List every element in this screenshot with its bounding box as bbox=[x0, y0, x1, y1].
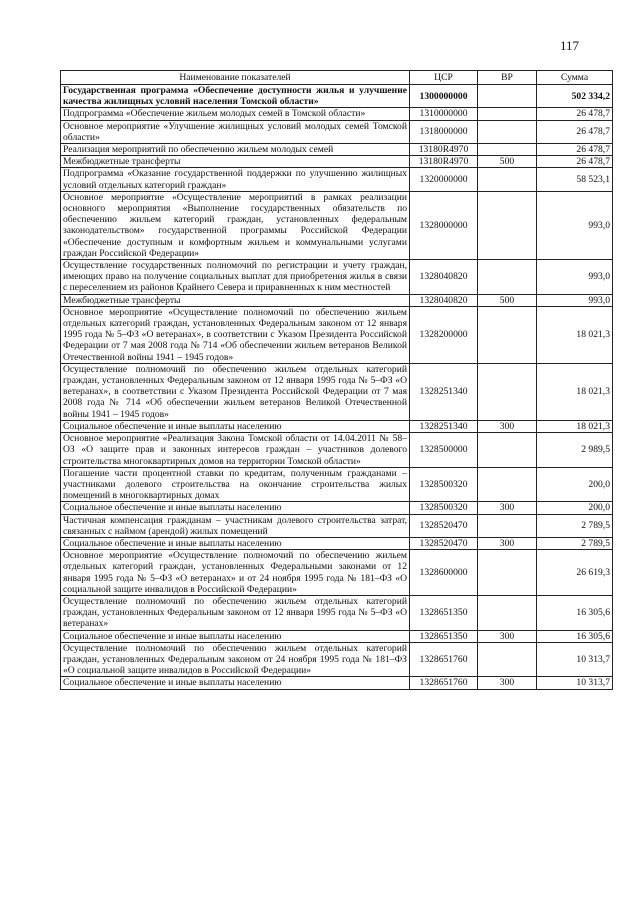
row-vr bbox=[478, 144, 537, 156]
table-row bbox=[61, 85, 613, 108]
table-row bbox=[61, 108, 613, 120]
row-csr: 1328651350 bbox=[410, 595, 478, 630]
row-vr bbox=[478, 595, 537, 630]
row-csr: 1300000000 bbox=[410, 85, 478, 108]
row-csr: 1328651760 bbox=[410, 677, 478, 689]
table-row bbox=[61, 168, 613, 191]
row-csr: 1328000000 bbox=[410, 191, 478, 259]
table-row bbox=[61, 467, 613, 502]
row-name: Реализация мероприятий по обеспечению жильем молодых семей bbox=[61, 144, 410, 156]
row-vr bbox=[478, 260, 537, 295]
table-row bbox=[61, 420, 613, 432]
row-name: Социальное обеспечение и иные выплаты населению bbox=[61, 677, 410, 689]
row-vr: 300 bbox=[478, 630, 537, 642]
row-sum: 58 523,1 bbox=[537, 168, 613, 191]
row-sum: 10 313,7 bbox=[537, 642, 613, 677]
table-row bbox=[61, 306, 613, 363]
row-vr bbox=[478, 433, 537, 468]
row-vr bbox=[478, 191, 537, 259]
row-vr bbox=[478, 306, 537, 363]
row-sum: 26 478,7 bbox=[537, 156, 613, 168]
table-row bbox=[61, 294, 613, 306]
row-sum: 26 478,7 bbox=[537, 120, 613, 143]
row-csr: 1328651760 bbox=[410, 642, 478, 677]
row-vr bbox=[478, 550, 537, 596]
row-name: Государственная программа «Обеспечение доступности жилья и улучшение качества жилищных условий населения Томской области» bbox=[61, 85, 410, 108]
row-name: Социальное обеспечение и иные выплаты населению bbox=[61, 630, 410, 642]
row-name: Подпрограмма «Оказание государственной поддержки по улучшению жилищных условий отдельных категорий граждан» bbox=[61, 168, 410, 191]
row-vr: 300 bbox=[478, 420, 537, 432]
row-vr: 500 bbox=[478, 294, 537, 306]
row-name: Социальное обеспечение и иные выплаты населению bbox=[61, 420, 410, 432]
row-sum: 993,0 bbox=[537, 191, 613, 259]
row-vr bbox=[478, 467, 537, 502]
row-name: Частичная компенсация гражданам – участникам долевого строительства затрат, связанных с наймом (арендой) жилых помещений bbox=[61, 514, 410, 537]
table-row bbox=[61, 595, 613, 630]
header-csr: ЦСР bbox=[410, 71, 478, 85]
row-vr bbox=[478, 363, 537, 420]
table-row bbox=[61, 120, 613, 143]
header-sum: Сумма bbox=[537, 71, 613, 85]
row-csr: 1328251340 bbox=[410, 420, 478, 432]
row-csr: 1328500320 bbox=[410, 467, 478, 502]
header-vr: ВР bbox=[478, 71, 537, 85]
row-sum: 18 021,3 bbox=[537, 363, 613, 420]
row-vr bbox=[478, 120, 537, 143]
row-vr: 300 bbox=[478, 677, 537, 689]
row-vr bbox=[478, 514, 537, 537]
row-name: Основное мероприятие «Осуществление полномочий по обеспечению жильем отдельных категорий граждан, установленных Федеральным законом от 12 января 1995 года № 5–ФЗ «О ветеранах», в соответствии с Указом Президента Российской Федерации от 7 мая 2008 года № 714 «Об обеспечении жильем ветеранов Великой Отечественной войны 1941 – 1945 годов» bbox=[61, 306, 410, 363]
row-csr: 1328600000 bbox=[410, 550, 478, 596]
row-vr: 500 bbox=[478, 156, 537, 168]
table-row bbox=[61, 156, 613, 168]
row-csr: 1328651350 bbox=[410, 630, 478, 642]
table-row bbox=[61, 642, 613, 677]
row-sum: 993,0 bbox=[537, 294, 613, 306]
row-sum: 10 313,7 bbox=[537, 677, 613, 689]
table-row bbox=[61, 550, 613, 596]
row-sum: 200,0 bbox=[537, 502, 613, 514]
row-csr: 1318000000 bbox=[410, 120, 478, 143]
table-row bbox=[61, 502, 613, 514]
row-name: Осуществление полномочий по обеспечению жильем отдельных категорий граждан, установленных Федеральным законом от 24 ноября 1995 года № 181–ФЗ «О социальной защите инвалидов в Российской Федерации» bbox=[61, 642, 410, 677]
row-name: Погашение части процентной ставки по кредитам, полученным гражданами – участниками долевого строительства на окончание строительства жилых помещений в многоквартирных домах bbox=[61, 467, 410, 502]
row-name: Основное мероприятие «Реализация Закона Томской области от 14.04.2011 № 58–ОЗ «О защите прав и законных интересов граждан – участников долевого строительства многоквартирных домов на территории Томской области» bbox=[61, 433, 410, 468]
row-vr: 300 bbox=[478, 537, 537, 549]
row-csr: 1328251340 bbox=[410, 363, 478, 420]
row-vr bbox=[478, 108, 537, 120]
row-csr: 1328520470 bbox=[410, 514, 478, 537]
row-csr: 1328040820 bbox=[410, 294, 478, 306]
table-row bbox=[61, 630, 613, 642]
row-name: Основное мероприятие «Улучшение жилищных условий молодых семей Томской области» bbox=[61, 120, 410, 143]
header-name: Наименование показателей bbox=[61, 71, 410, 85]
row-csr: 1328200000 bbox=[410, 306, 478, 363]
row-name: Подпрограмма «Обеспечение жильем молодых семей в Томской области» bbox=[61, 108, 410, 120]
row-csr: 13180R4970 bbox=[410, 156, 478, 168]
row-csr: 1328040820 bbox=[410, 260, 478, 295]
row-csr: 1328520470 bbox=[410, 537, 478, 549]
row-name: Основное мероприятие «Осуществление полномочий по обеспечению жильем отдельных категорий граждан, установленных Федеральными законами от 12 января 1995 года № 5–ФЗ «О ветеранах» и от 24 ноября 1995 года № 181–ФЗ «О социальной защите инвалидов в Российской Федерации» bbox=[61, 550, 410, 596]
row-vr bbox=[478, 85, 537, 108]
table-row bbox=[61, 677, 613, 689]
row-csr: 13180R4970 bbox=[410, 144, 478, 156]
table-row bbox=[61, 514, 613, 537]
row-sum: 2 789,5 bbox=[537, 514, 613, 537]
row-sum: 2 789,5 bbox=[537, 537, 613, 549]
row-sum: 993,0 bbox=[537, 260, 613, 295]
budget-table bbox=[60, 70, 613, 690]
table-row bbox=[61, 260, 613, 295]
row-vr bbox=[478, 642, 537, 677]
row-name: Осуществление полномочий по обеспечению жильем отдельных категорий граждан, установленных Федеральным законом от 12 января 1995 года № 5–ФЗ «О ветеранах», в соответствии с Указом Президента Российской Федерации от 7 мая 2008 года № 714 «Об обеспечении жильем ветеранов Великой Отечественной войны 1941 – 1945 годов» bbox=[61, 363, 410, 420]
row-sum: 16 305,6 bbox=[537, 595, 613, 630]
row-sum: 26 619,3 bbox=[537, 550, 613, 596]
row-sum: 26 478,7 bbox=[537, 144, 613, 156]
row-sum: 2 989,5 bbox=[537, 433, 613, 468]
table-row bbox=[61, 144, 613, 156]
page-number: 117 bbox=[560, 38, 580, 53]
row-sum: 200,0 bbox=[537, 467, 613, 502]
row-name: Социальное обеспечение и иные выплаты населению bbox=[61, 537, 410, 549]
row-sum: 26 478,7 bbox=[537, 108, 613, 120]
table-row bbox=[61, 191, 613, 259]
table-header-row bbox=[61, 71, 613, 85]
table-row bbox=[61, 363, 613, 420]
row-csr: 1310000000 bbox=[410, 108, 478, 120]
row-csr: 1328500000 bbox=[410, 433, 478, 468]
row-name: Осуществление государственных полномочий по регистрации и учету граждан, имеющих право на получение социальных выплат для приобретения жилья в связи с переселением из районов Крайнего Севера и приравненных к ним местностей bbox=[61, 260, 410, 295]
row-sum: 18 021,3 bbox=[537, 306, 613, 363]
row-name: Социальное обеспечение и иные выплаты населению bbox=[61, 502, 410, 514]
row-name: Межбюджетные трансферты bbox=[61, 156, 410, 168]
row-name: Межбюджетные трансферты bbox=[61, 294, 410, 306]
row-sum: 16 305,6 bbox=[537, 630, 613, 642]
row-csr: 1328500320 bbox=[410, 502, 478, 514]
row-vr: 300 bbox=[478, 502, 537, 514]
row-sum: 502 334,2 bbox=[537, 85, 613, 108]
row-csr: 1320000000 bbox=[410, 168, 478, 191]
row-vr bbox=[478, 168, 537, 191]
row-name: Основное мероприятие «Осуществление мероприятий в рамках реализации основного мероприятия «Выполнение государственных обязательств по обеспечению жильем категорий граждан, установленных федеральным законодательством» государственной программы Российской Федерации «Обеспечение доступным и комфортным жильем и коммунальными услугами граждан Российской Федерации» bbox=[61, 191, 410, 259]
row-sum: 18 021,3 bbox=[537, 420, 613, 432]
row-name: Осуществление полномочий по обеспечению жильем отдельных категорий граждан, установленных Федеральным законом от 12 января 1995 года № 5–ФЗ «О ветеранах» bbox=[61, 595, 410, 630]
table-row bbox=[61, 433, 613, 468]
table-row bbox=[61, 537, 613, 549]
